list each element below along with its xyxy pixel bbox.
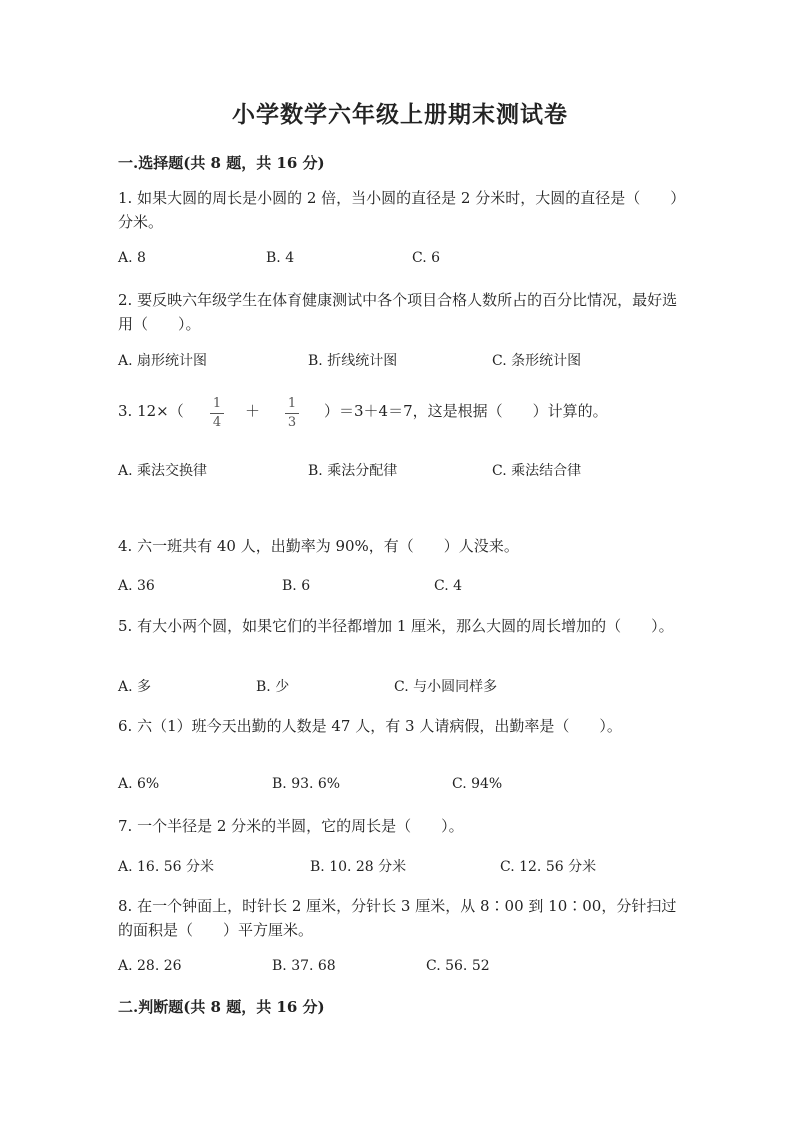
question-6: 6. 六（1）班今天出勤的人数是 47 人，有 3 人请病假，出勤率是（ ）。 <box>118 717 622 735</box>
option-b: B. 折线统计图 <box>308 353 398 369</box>
question-7: 7. 一个半径是 2 分米的半圆，它的周长是（ ）。 <box>118 817 464 835</box>
option-a: A. 28. 26 <box>118 958 182 974</box>
question-1: 1. 如果大圆的周长是小圆的 2 倍，当小圆的直径是 2 分米时，大圆的直径是（ ）分米。 <box>118 189 686 231</box>
question-6-options <box>118 776 718 798</box>
option-a: A. 乘法交换律 <box>118 463 208 479</box>
option-b: B. 10. 28 分米 <box>310 859 407 875</box>
fraction-numerator: 1 <box>285 396 299 414</box>
fraction-one-quarter <box>210 396 224 431</box>
question-1-options <box>118 250 718 272</box>
option-b: B. 乘法分配律 <box>308 463 398 479</box>
option-b: B. 37. 68 <box>272 958 336 974</box>
option-b: B. 93. 6% <box>272 776 341 792</box>
fraction-one-third <box>285 396 299 431</box>
question-2-options <box>118 350 718 372</box>
fraction-denominator: 4 <box>212 415 222 430</box>
fraction-denominator: 3 <box>287 415 297 430</box>
question-2: 2. 要反映六年级学生在体育健康测试中各个项目合格人数所占的百分比情况，最好选用（ ）。 <box>118 291 678 333</box>
question-3-options <box>118 460 718 482</box>
option-a: A. 6% <box>118 776 160 792</box>
question-8: 8. 在一个钟面上，时针长 2 厘米，分针长 3 厘米，从 8∶00 到 10∶00，分针扫过的面积是（ ）平方厘米。 <box>118 897 677 939</box>
question-5: 5. 有大小两个圆，如果它们的半径都增加 1 厘米，那么大圆的周长增加的（ ）。 <box>118 617 674 635</box>
option-a: A. 16. 56 分米 <box>118 859 214 875</box>
option-c: C. 56. 52 <box>426 958 490 974</box>
option-c: C. 94% <box>452 776 503 792</box>
option-c: C. 6 <box>412 250 441 266</box>
question-8-options <box>118 958 718 980</box>
option-c: C. 条形统计图 <box>492 353 582 369</box>
option-b: B. 6 <box>282 578 311 594</box>
plus-sign: ＋ <box>245 402 261 420</box>
option-a: A. 8 <box>118 250 146 266</box>
option-a: A. 36 <box>118 578 155 594</box>
option-c: C. 4 <box>434 578 463 594</box>
option-b: B. 4 <box>266 250 295 266</box>
fraction-numerator: 1 <box>210 396 224 414</box>
option-a: A. 多 <box>118 679 152 695</box>
question-4: 4. 六一班共有 40 人，出勤率为 90%，有（ ）人没来。 <box>118 537 519 555</box>
section-heading-choice: 一.选择题(共 8 题，共 16 分) <box>118 154 325 172</box>
section-heading-judgment: 二.判断题(共 8 题，共 16 分) <box>118 998 325 1016</box>
question-4-options <box>118 578 718 600</box>
option-c: C. 与小圆同样多 <box>394 679 498 695</box>
option-c: C. 乘法结合律 <box>492 463 582 479</box>
question-7-options <box>118 856 718 878</box>
question-3-suffix: ）＝3＋4＝7，这是根据（ ）计算的。 <box>324 402 608 420</box>
option-c: C. 12. 56 分米 <box>500 859 597 875</box>
option-a: A. 扇形统计图 <box>118 353 208 369</box>
question-3-prefix: 3. 12×（ <box>118 402 184 420</box>
question-5-options <box>118 676 718 698</box>
option-b: B. 少 <box>256 679 290 695</box>
page-title: 小学数学六年级上册期末测试卷 <box>232 101 568 128</box>
